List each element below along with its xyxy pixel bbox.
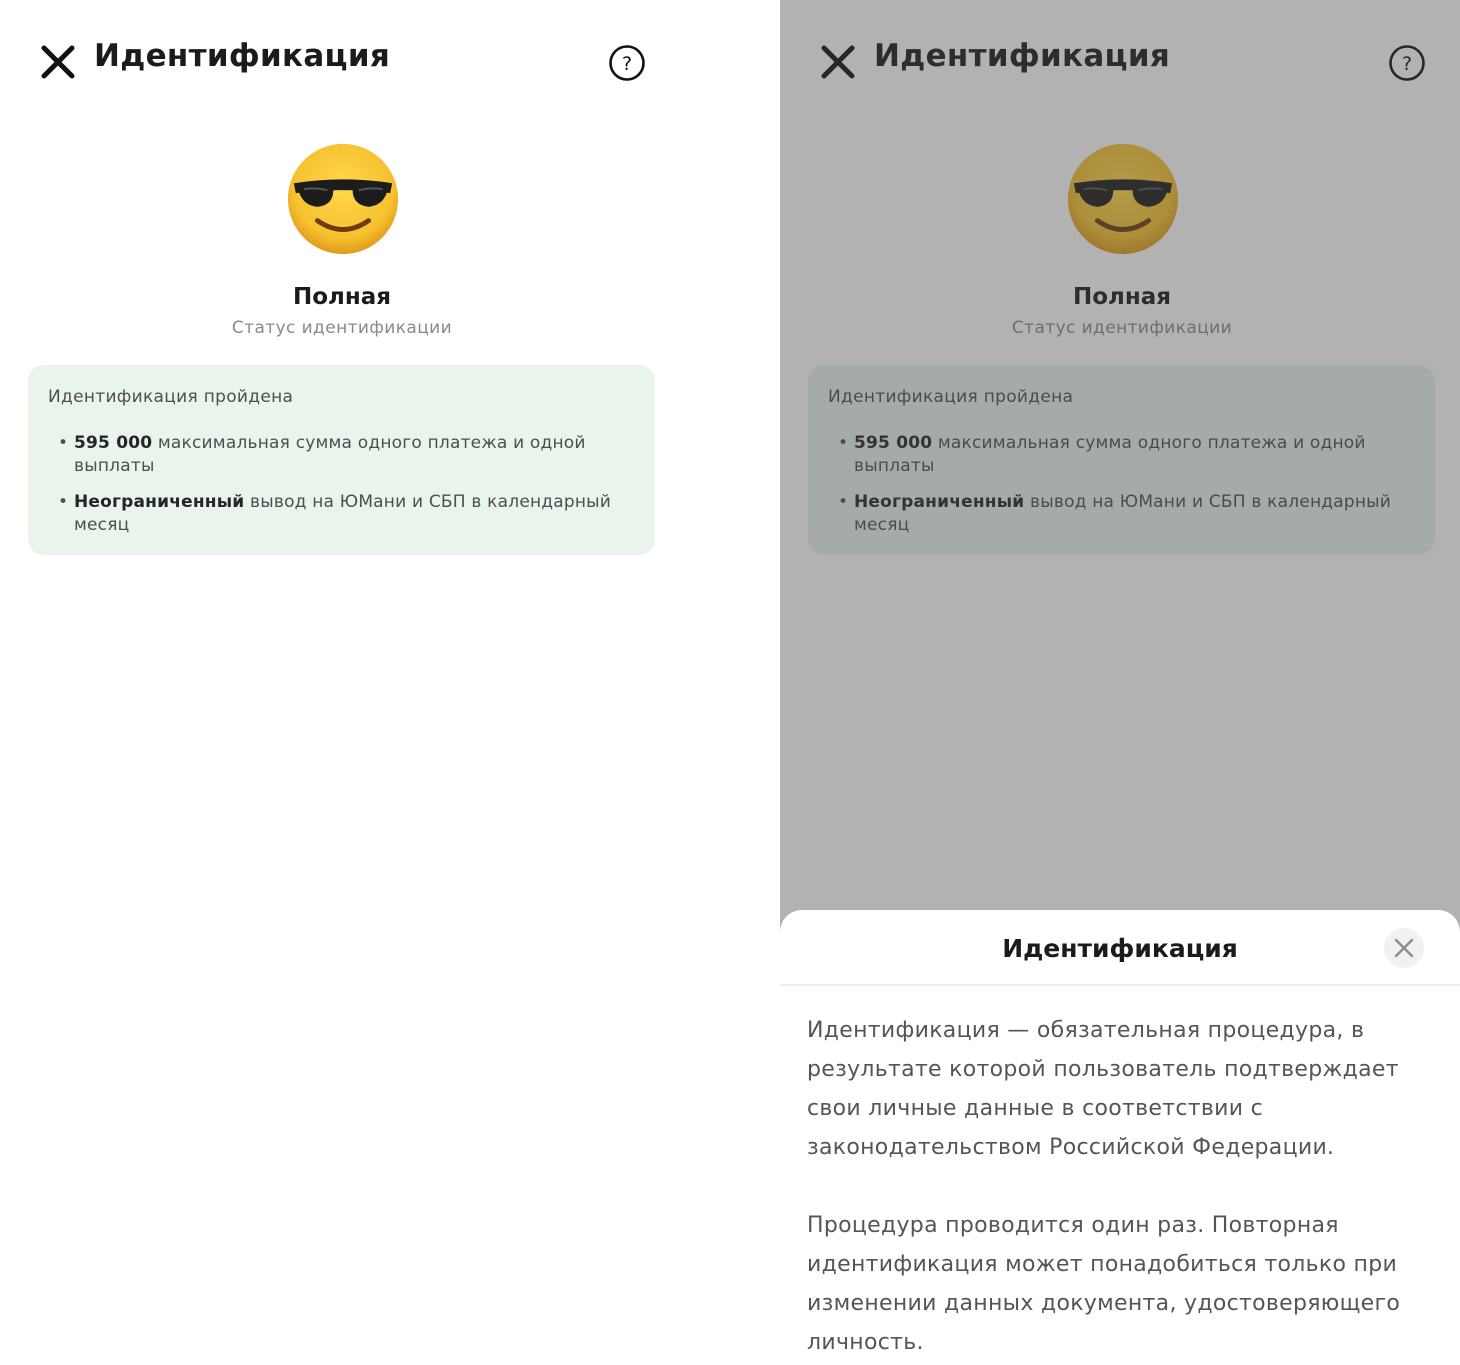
card-title: Идентификация пройдена (828, 387, 1074, 407)
page-title: Идентификация (94, 38, 391, 74)
identification-screen (0, 0, 680, 1365)
limit-value: 595 000 (74, 433, 153, 453)
sheet-paragraph: Процедура проводится один раз. Повторная идентификация может понадобиться только при изменении данных документа, удостоверяющего личность. (807, 1213, 1401, 1355)
header (0, 0, 680, 124)
close-icon[interactable] (36, 40, 80, 84)
limit-description: максимальная сумма одного платежа и одной выплаты (74, 433, 586, 476)
bullet-icon: • (58, 433, 69, 453)
status-label: Полная (292, 284, 392, 310)
svg-text:?: ? (1401, 53, 1413, 75)
help-question-icon[interactable] (607, 43, 647, 83)
limit-description: максимальная сумма одного платежа и одной выплаты (854, 433, 1366, 476)
sheet-title: Идентификация (1002, 934, 1238, 963)
sheet-divider (780, 984, 1460, 986)
limit-value: 595 000 (854, 433, 933, 453)
bullet-icon: • (838, 492, 849, 512)
sunglasses-emoji-icon (284, 140, 402, 258)
bullet-icon: • (58, 492, 69, 512)
list-item (58, 432, 628, 478)
bullet-icon: • (838, 433, 849, 453)
page-title: Идентификация (874, 38, 1171, 74)
sheet-paragraph: Идентификация — обязательная процедура, в результате которой пользователь подтверждает свои личные данные в соответствии с законодательством Российской Федерации. (807, 1018, 1399, 1160)
status-caption: Статус идентификации (1011, 318, 1233, 338)
limit-value: Неограниченный (854, 492, 1025, 512)
svg-text:?: ? (621, 53, 633, 75)
limits-card (28, 365, 655, 555)
status-caption: Статус идентификации (231, 318, 453, 338)
identification-screen-with-sheet (780, 0, 1460, 1365)
close-icon[interactable] (1384, 928, 1424, 968)
card-title: Идентификация пройдена (48, 387, 294, 407)
list-item (58, 491, 628, 537)
status-label: Полная (1072, 284, 1172, 310)
limit-description: вывод на ЮМани и СБП в календарный месяц (854, 492, 1392, 535)
divider (680, 0, 780, 1365)
limit-value: Неограниченный (74, 492, 245, 512)
limit-description: вывод на ЮМани и СБП в календарный месяц (74, 492, 612, 535)
bottom-sheet (780, 910, 1460, 1365)
